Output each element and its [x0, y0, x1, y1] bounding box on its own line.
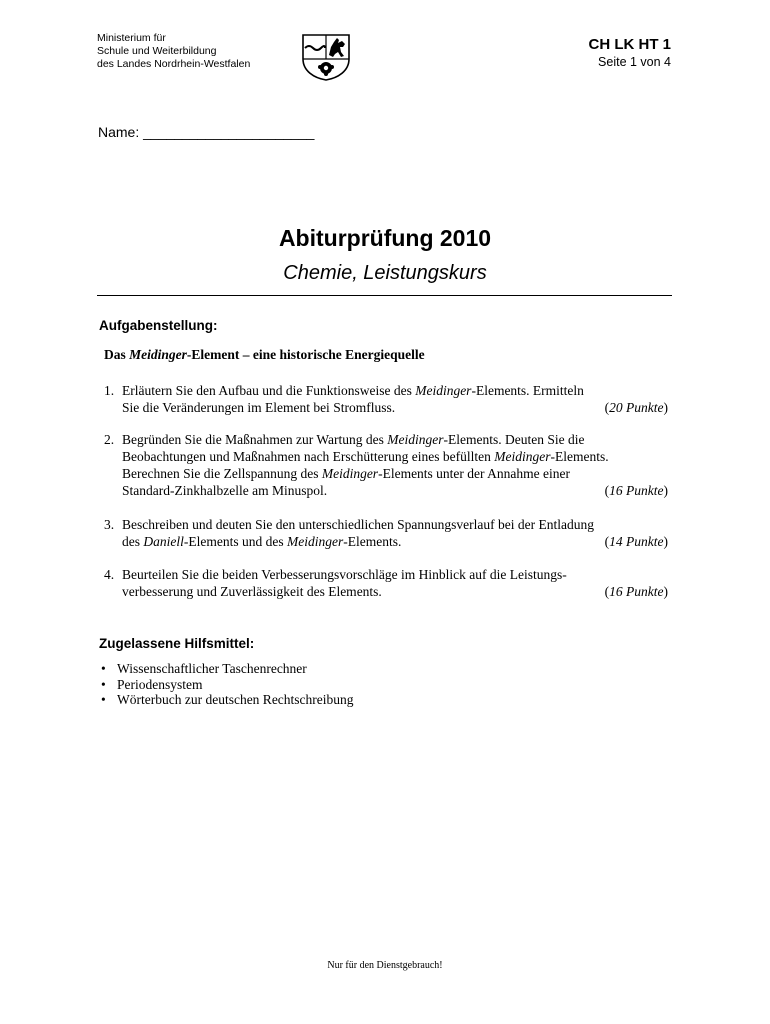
ministry-line: Schule und Weiterbildung — [97, 45, 217, 57]
task-points: (16 Punkte) — [604, 483, 668, 498]
task-number: 2. — [104, 432, 115, 447]
task-item: 4. Beurteilen Sie die beiden Verbesserungsvorschläge im Hinblick auf die Leistungs- verbesserung und Zuverlässigkeit des Elements. (16 Punkte) — [104, 567, 668, 599]
task-points: (14 Punkte) — [604, 534, 668, 549]
topic-text: Das — [104, 347, 130, 362]
topic-heading — [104, 347, 425, 363]
title-divider — [97, 295, 672, 296]
topic-italic: Meidinger — [129, 347, 187, 362]
task-number: 4. — [104, 567, 115, 582]
exam-code-block — [589, 36, 672, 70]
list-item: • Wörterbuch zur deutschen Rechtschreibung — [101, 692, 354, 707]
footer-note: Nur für den Dienstgebrauch! — [327, 960, 443, 971]
section-heading-aids: Zugelassene Hilfsmittel: — [99, 636, 255, 651]
topic-text: -Element – eine historische Energiequelle — [186, 347, 425, 362]
exam-code: CH LK HT 1 — [588, 36, 671, 53]
task-points: (20 Punkte) — [604, 400, 668, 415]
task-number: 3. — [104, 517, 115, 532]
task-number: 1. — [104, 383, 115, 398]
list-item: • Wissenschaftlicher Taschenrechner — [101, 661, 307, 676]
ministry-name — [97, 32, 250, 71]
list-item: • Periodensystem — [101, 676, 203, 692]
task-item: 1. Erläutern Sie den Aufbau und die Funktionsweise des Meidinger-Elements. Ermitteln Sie die Veränderungen im Element bei Stromfluss. (20 Punkte) — [104, 383, 668, 415]
aids-list — [101, 661, 354, 708]
page-title: Abiturprüfung 2010 — [278, 225, 492, 251]
task-item: 3. Beschreiben und deuten Sie den unterschiedlichen Spannungsverlauf bei der Entladung des Daniell-Elements und des Meidinger-Elements. (14 Punkte) — [104, 517, 668, 549]
page-indicator: Seite 1 von 4 — [598, 55, 671, 69]
task-item: 2. Begründen Sie die Maßnahmen zur Wartung des Meidinger-Elements. Deuten Sie die Beobachtungen und Maßnahmen nach Erschütterung eines befüllten Meidinger-Elements. Berechnen Sie die Zellspannung des Meidinger-Elements unter der Annahme einer Standard-Zinkhalbzelle am Minuspol. (16 Punkte) — [104, 432, 668, 498]
nrw-coat-of-arms-icon — [300, 33, 352, 81]
name-field: Name: ______________________ — [98, 124, 315, 140]
page-subtitle: Chemie, Leistungskurs — [283, 262, 487, 284]
task-points: (16 Punkte) — [604, 584, 668, 599]
ministry-line: des Landes Nordrhein-Westfalen — [97, 58, 251, 70]
ministry-line: Ministerium für — [97, 32, 166, 44]
section-heading-tasks: Aufgabenstellung: — [99, 318, 218, 333]
